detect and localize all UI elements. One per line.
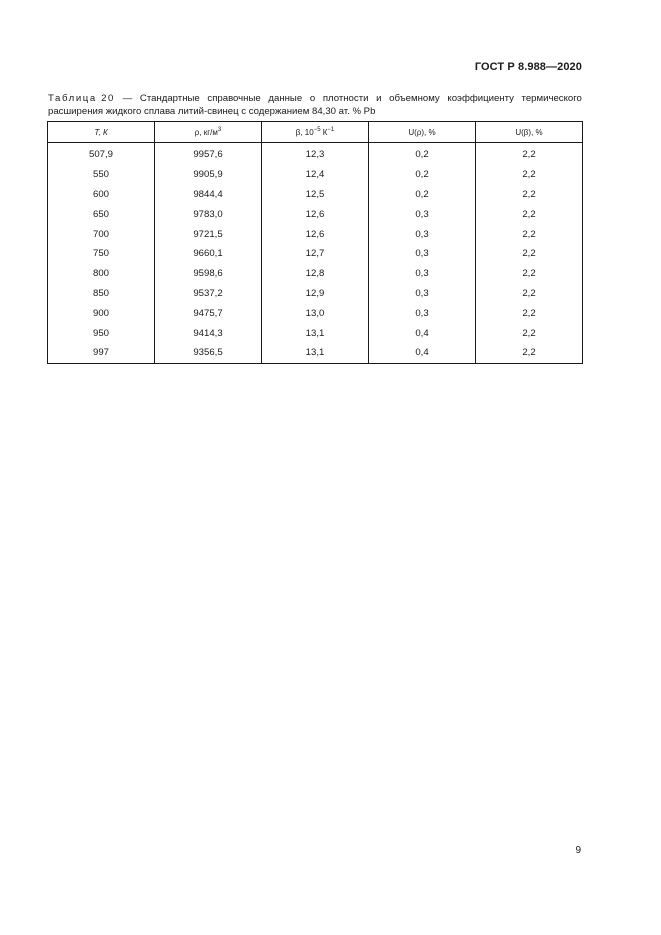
table-row xyxy=(48,143,583,165)
caption-word: термического xyxy=(521,93,582,104)
cell-expansion-coefficient: 13,1 xyxy=(262,323,369,343)
page-number: 9 xyxy=(575,845,581,856)
cell-expansion-coefficient: 12,5 xyxy=(262,185,369,205)
cell-temperature: 550 xyxy=(48,165,155,185)
cell-expansion-coefficient: 13,0 xyxy=(262,303,369,323)
cell-expansion-uncertainty: 2,2 xyxy=(476,323,583,343)
cell-temperature: 997 xyxy=(48,343,155,363)
cell-expansion-coefficient: 12,6 xyxy=(262,224,369,244)
cell-density-uncertainty: 0,2 xyxy=(369,143,476,165)
cell-expansion-uncertainty: 2,2 xyxy=(476,185,583,205)
caption-word: данные xyxy=(268,93,303,104)
cell-expansion-coefficient: 12,8 xyxy=(262,264,369,284)
cell-density-uncertainty: 0,3 xyxy=(369,264,476,284)
cell-density-uncertainty: 0,3 xyxy=(369,224,476,244)
cell-temperature: 950 xyxy=(48,323,155,343)
cell-expansion-uncertainty: 2,2 xyxy=(476,204,583,224)
table-row xyxy=(48,323,583,343)
cell-expansion-uncertainty: 2,2 xyxy=(476,284,583,304)
cell-density-uncertainty: 0,3 xyxy=(369,204,476,224)
cell-temperature: 650 xyxy=(48,204,155,224)
cell-density-uncertainty: 0,4 xyxy=(369,343,476,363)
table-row xyxy=(48,165,583,185)
cell-density: 9414,3 xyxy=(155,323,262,343)
cell-expansion-uncertainty: 2,2 xyxy=(476,165,583,185)
cell-expansion-uncertainty: 2,2 xyxy=(476,343,583,363)
caption-word: коэффициенту xyxy=(447,93,514,104)
data-table xyxy=(47,121,583,364)
caption-word: — xyxy=(122,93,133,104)
cell-density: 9844,4 xyxy=(155,185,262,205)
cell-density: 9475,7 xyxy=(155,303,262,323)
table-row xyxy=(48,264,583,284)
column-header-temperature: T, К xyxy=(48,122,155,143)
cell-expansion-uncertainty: 2,2 xyxy=(476,264,583,284)
cell-expansion-uncertainty: 2,2 xyxy=(476,224,583,244)
table-row xyxy=(48,185,583,205)
caption-label: Таблица 20 xyxy=(48,93,115,104)
column-header-density: ρ, $кг/м^3$ xyxy=(155,122,262,143)
document-code: ГОСТ Р 8.988—2020 xyxy=(474,61,582,73)
cell-density: 9356,5 xyxy=(155,343,262,363)
cell-temperature: 900 xyxy=(48,303,155,323)
cell-density: 9598,6 xyxy=(155,264,262,284)
cell-temperature: 700 xyxy=(48,224,155,244)
cell-expansion-coefficient: 13,1 xyxy=(262,343,369,363)
table-row xyxy=(48,343,583,363)
table-row xyxy=(48,244,583,264)
caption-word: справочные xyxy=(207,93,261,104)
caption-word: Стандартные xyxy=(139,93,200,104)
caption-word: о xyxy=(309,93,316,104)
cell-temperature: 850 xyxy=(48,284,155,304)
caption-line-2: расширения жидкого сплава литий-свинец с содержанием 84,30 ат. % Pb xyxy=(48,106,376,117)
cell-expansion-coefficient: 12,4 xyxy=(262,165,369,185)
table-row xyxy=(48,204,583,224)
caption-word: плотности xyxy=(322,93,369,104)
caption-word: и xyxy=(376,93,382,104)
table-row xyxy=(48,284,583,304)
caption-line-1 xyxy=(48,92,582,105)
cell-temperature: 750 xyxy=(48,244,155,264)
cell-density-uncertainty: 0,4 xyxy=(369,323,476,343)
table-caption xyxy=(48,92,582,118)
cell-density-uncertainty: 0,2 xyxy=(369,185,476,205)
cell-density: 9660,1 xyxy=(155,244,262,264)
caption-word: объемному xyxy=(389,93,440,104)
cell-expansion-uncertainty: 2,2 xyxy=(476,303,583,323)
table-row xyxy=(48,224,583,244)
table-header-row xyxy=(48,122,583,143)
cell-density: 9721,5 xyxy=(155,224,262,244)
cell-density-uncertainty: 0,3 xyxy=(369,303,476,323)
cell-temperature: 600 xyxy=(48,185,155,205)
cell-expansion-coefficient: 12,7 xyxy=(262,244,369,264)
cell-temperature: 507,9 xyxy=(48,143,155,165)
column-header-density-uncertainty: U(ρ), % xyxy=(369,122,476,143)
cell-expansion-coefficient: 12,3 xyxy=(262,143,369,165)
cell-expansion-coefficient: 12,9 xyxy=(262,284,369,304)
column-header-expansion-coefficient: β, $10^{-5}$ $К^{-1}$ xyxy=(262,122,369,143)
column-header-expansion-uncertainty: U(β), % xyxy=(476,122,583,143)
cell-density: 9537,2 xyxy=(155,284,262,304)
cell-density-uncertainty: 0,2 xyxy=(369,165,476,185)
cell-density: 9783,0 xyxy=(155,204,262,224)
cell-expansion-coefficient: 12,6 xyxy=(262,204,369,224)
cell-expansion-uncertainty: 2,2 xyxy=(476,143,583,165)
table-row xyxy=(48,303,583,323)
cell-density: 9957,6 xyxy=(155,143,262,165)
cell-expansion-uncertainty: 2,2 xyxy=(476,244,583,264)
cell-density-uncertainty: 0,3 xyxy=(369,244,476,264)
cell-density-uncertainty: 0,3 xyxy=(369,284,476,304)
cell-temperature: 800 xyxy=(48,264,155,284)
cell-density: 9905,9 xyxy=(155,165,262,185)
